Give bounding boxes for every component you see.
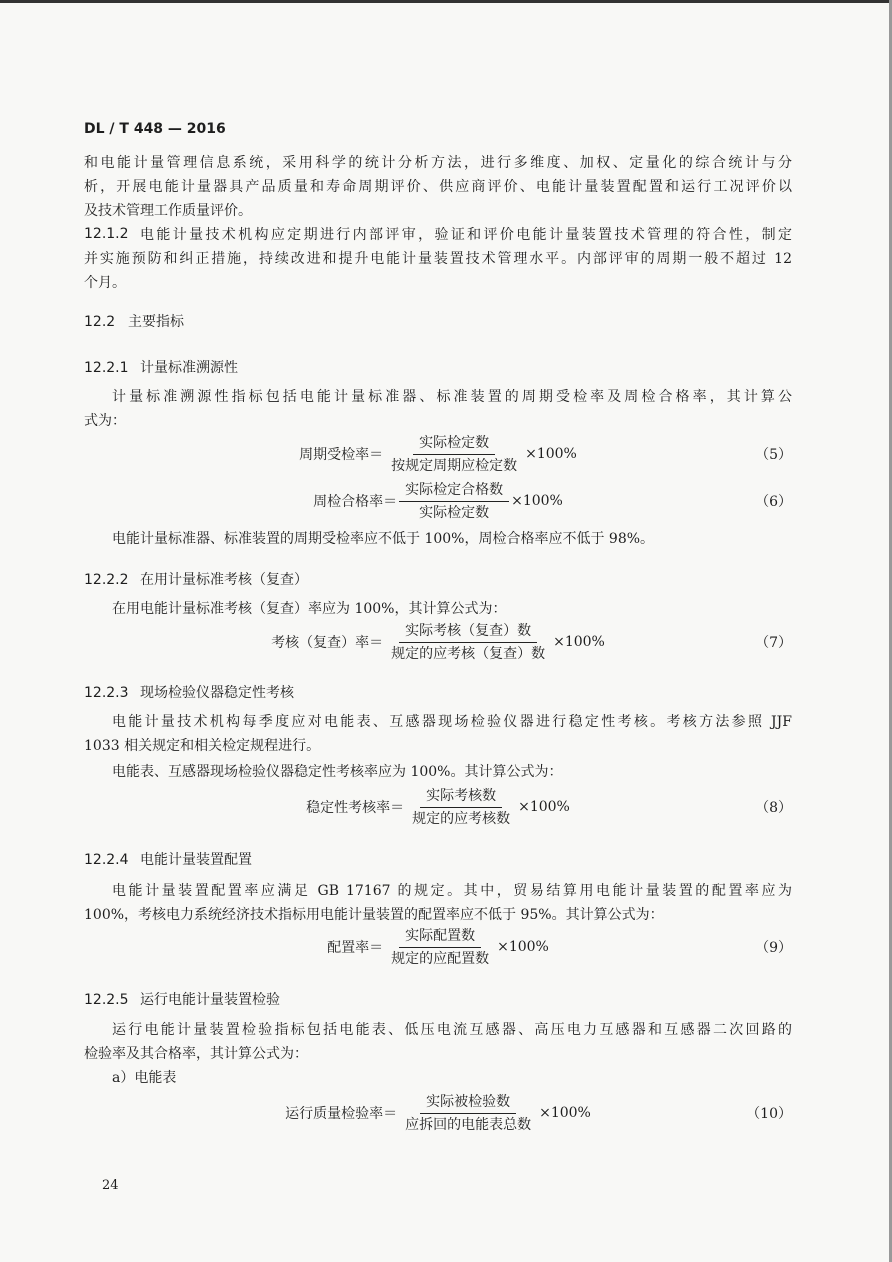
paragraph-line: 在用电能计量标准考核（复查）率应为 100%，其计算公式为：: [112, 601, 507, 617]
equation-number: （8）: [755, 800, 792, 816]
equation-lhs: 运行质量检验率＝: [285, 1106, 398, 1122]
section-number: 12.2.1: [84, 360, 129, 376]
equation-number: （5）: [755, 447, 792, 463]
section-heading-12-2: [84, 311, 184, 331]
section-number: 12.2.3: [84, 685, 129, 701]
paragraph-line: 电能表、互感器现场检验仪器稳定性考核率应为 100%。其计算公式为：: [112, 764, 563, 780]
paragraph-line: 电能计量标准器、标准装置的周期受检率应不低于 100%，周检合格率应不低于 98%。: [112, 531, 655, 547]
numerator: 实际考核（复查）数: [399, 621, 537, 643]
equation-7: [84, 618, 792, 666]
paragraph-line: 电能计量装置配置率应满足 GB 17167 的规定。其中，贸易结算用电能计量装置的配置率应为: [112, 883, 792, 899]
equation-factor: ×100%: [518, 799, 570, 815]
section-title: 在用计量标准考核（复查）: [140, 572, 308, 588]
numerator: 实际被检验数: [420, 1092, 516, 1114]
equation-lhs: 周期受检率＝: [299, 447, 384, 463]
fraction: [385, 926, 495, 969]
section-title: 主要指标: [128, 314, 184, 330]
equation-number: （10）: [746, 1106, 792, 1122]
section-title: 现场检验仪器稳定性考核: [140, 685, 294, 701]
page-number: 24: [102, 1178, 119, 1193]
section-heading-12-2-4: [84, 849, 252, 869]
denominator: 规定的应考核（复查）数: [391, 645, 546, 662]
fraction: [399, 1092, 537, 1135]
equation-lhs: 考核（复查）率＝: [271, 635, 384, 651]
paragraph-line: 100%，考核电力系统经济技术指标用电能计量装置的配置率应不低于 95%。其计算公式为：: [84, 907, 664, 923]
equation-lhs: 稳定性考核率＝: [306, 800, 405, 816]
equation-6: [84, 477, 792, 525]
fraction: [385, 433, 523, 476]
equation-lhs: 配置率＝: [327, 940, 384, 956]
section-number: 12.2.5: [84, 992, 129, 1008]
paragraph-line: 并实施预防和纠正措施，持续改进和提升电能计量装置技术管理水平。内部评审的周期一般不超过 12: [84, 251, 792, 267]
denominator: 实际检定数: [419, 504, 490, 521]
section-heading-12-2-2: [84, 569, 308, 589]
section-number: 12.2.4: [84, 852, 129, 868]
numerator: 实际配置数: [399, 926, 481, 948]
scan-top-border: [0, 0, 892, 3]
paragraph-line: 及技术管理工作质量评价。: [84, 203, 252, 219]
section-title: 电能计量装置配置: [140, 852, 252, 868]
section-heading-12-2-3: [84, 682, 294, 702]
paragraph-line: 式为：: [84, 413, 126, 429]
equation-factor: ×100%: [539, 1105, 591, 1121]
numerator: 实际检定合格数: [399, 480, 509, 502]
equation-factor: ×100%: [525, 446, 577, 462]
fraction: [399, 480, 509, 523]
section-number: 12.2.2: [84, 572, 129, 588]
paragraph-line: 析，开展电能计量器具产品质量和寿命周期评价、供应商评价、电能计量装置配置和运行工况评价以: [84, 179, 792, 195]
paragraph-line: 检验率及其合格率，其计算公式为：: [84, 1046, 308, 1062]
equation-number: （7）: [755, 635, 792, 651]
section-number: 12.2: [84, 314, 116, 330]
equation-number: （6）: [755, 494, 792, 510]
equation-factor: ×100%: [497, 939, 549, 955]
equation-8: [84, 783, 792, 831]
denominator: 规定的应配置数: [391, 950, 490, 967]
denominator: 规定的应考核数: [412, 810, 511, 827]
numerator: 实际检定数: [413, 433, 495, 455]
fraction: [406, 786, 516, 829]
section-heading-12-2-1: [84, 357, 238, 377]
equation-number: （9）: [755, 940, 792, 956]
list-item-a: a）电能表: [112, 1070, 177, 1086]
equation-factor: ×100%: [511, 493, 563, 509]
paragraph-line: 和电能计量管理信息系统，采用科学的统计分析方法，进行多维度、加权、定量化的综合统计与分: [84, 155, 792, 171]
paragraph-line: 计量标准溯源性指标包括电能计量标准器、标准装置的周期受检率及周检合格率，其计算公: [112, 389, 792, 405]
equation-lhs: 周检合格率＝: [313, 494, 398, 510]
paragraph-line: 运行电能计量装置检验指标包括电能表、低压电流互感器、高压电力互感器和互感器二次回路的: [112, 1022, 792, 1038]
denominator: 按规定周期应检定数: [391, 457, 518, 474]
paragraph-line: 个月。: [84, 275, 126, 291]
equation-5: [84, 430, 792, 478]
section-title: 运行电能计量装置检验: [140, 992, 280, 1008]
section-heading-12-2-5: [84, 989, 280, 1009]
denominator: 应拆回的电能表总数: [405, 1116, 532, 1133]
equation-10: [84, 1089, 792, 1137]
section-title: 计量标准溯源性: [140, 360, 238, 376]
clause-number: 12.1.2: [84, 226, 129, 242]
fraction: [385, 621, 551, 664]
document-header: DL / T 448 — 2016: [84, 121, 226, 137]
equation-factor: ×100%: [553, 634, 605, 650]
paragraph-line: 1033 相关规定和相关检定规程进行。: [84, 738, 321, 754]
paragraph-line: 电能计量技术机构每季度应对电能表、互感器现场检验仪器进行稳定性考核。考核方法参照 JJF: [112, 714, 792, 730]
numerator: 实际考核数: [420, 786, 502, 808]
equation-9: [84, 923, 792, 971]
paragraph-line: 电能计量技术机构应定期进行内部评审，验证和评价电能计量装置技术管理的符合性，制定: [140, 227, 792, 243]
